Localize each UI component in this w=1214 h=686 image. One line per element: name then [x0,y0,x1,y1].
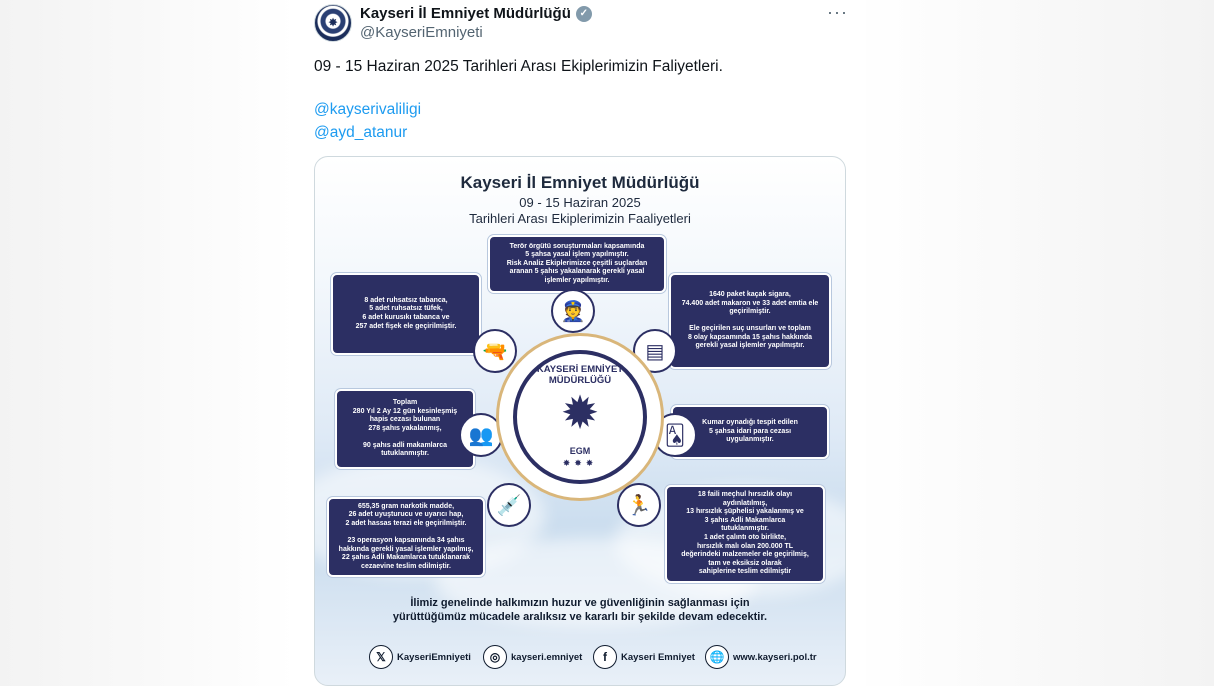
social-facebook [593,645,695,669]
badge-ring-text: KAYSERİ EMNİYET MÜDÜRLÜĞÜ [536,364,624,386]
syringe-drugs-icon: 💉 [487,483,531,527]
social-x-label: KayseriEmniyeti [397,651,471,663]
police-emblem-icon: ✸ [327,15,339,30]
author-handle[interactable]: @KayseriEmniyeti [360,24,483,41]
infographic-subtitle: Tarihleri Arası Ekiplerimizin Faaliyetleri [469,211,691,226]
gambling-card: Kumar oynadığı tespit edilen 5 şahsa idari para cezası uygulanmıştır. [671,405,829,459]
police-badge-inner [513,350,647,484]
instagram-icon: ◎ [483,645,507,669]
tweet-text: 09 - 15 Haziran 2025 Tarihleri Arası Ekiplerimizin Faliyetleri. [314,58,723,75]
terror-card: Terör örgütü soruşturmaları kapsamında 5 şahsa yasal işlem yapılmıştır. Risk Analiz Ekiplerimizce çeşitli suçlardan aranan 5 şahıs yakalanarak gerekli yasal işlemler yapılmıştır. [488,235,666,293]
tweet-card[interactable] [296,0,866,686]
mention-link[interactable]: @kayserivaliligi [314,101,422,118]
left-blurred-area [0,0,296,686]
social-web [705,645,817,669]
smuggling-card: 1640 paket kaçak sigara, 74.400 adet makaron ve 33 adet emtia ele geçirilmiştir. Ele geçirilen suç unsurları ve toplam 8 olay kapsamında 15 şahıs hakkında gerekli yasal işlemler yapılmıştır. [669,273,831,369]
playing-cards-icon: 🂡 [653,413,697,457]
social-instagram [483,645,582,669]
cigarette-pack-icon: ▤ [633,329,677,373]
more-options-icon[interactable]: ··· [827,2,848,22]
counter-terror-officer-icon: 👮 [551,289,595,333]
infographic-date: 09 - 15 Haziran 2025 [519,195,641,210]
narcotics-card: 655,35 gram narkotik madde, 26 adet uyuşturucu ve uyarıcı hap, 2 adet hassas terazi ele geçirilmiştir. 23 operasyon kapsamında 34 şahıs hakkında gerekli yasal işlemler yapılmış, 22 şahıs Adli Makamlarca tutuklanarak cezaevine teslim edilmiştir. [327,497,485,577]
tweet-image[interactable] [314,156,846,686]
pistol-icon: 🔫 [473,329,517,373]
verified-badge-icon: ✓ [576,6,592,22]
footer-message-line1: İlimiz genelinde halkımızın huzur ve güvenliğinin sağlanması için [410,597,750,609]
avatar[interactable] [314,4,352,42]
weapons-card: 8 adet ruhsatsız tabanca, 5 adet ruhsatsız tüfek, 6 adet kurusıkı tabanca ve 257 adet fişek ele geçirilmiştir. [331,273,481,355]
infographic-title: Kayseri İl Emniyet Müdürlüğü [460,173,700,192]
x-icon: 𝕏 [369,645,393,669]
wanted-persons-icon: 👥 [459,413,503,457]
right-blurred-area [854,0,1214,686]
author-name[interactable]: Kayseri İl Emniyet Müdürlüğü [360,5,571,22]
badge-stars-icon: ✸✸✸ [562,458,598,468]
police-star-icon: ✹ [560,386,600,439]
social-instagram-label: kayseri.emniyet [511,651,583,663]
social-web-label: www.kayseri.pol.tr [733,651,817,663]
social-x [369,645,471,669]
author-name-row [360,5,592,22]
theft-card: 18 faili meçhul hırsızlık olayı aydınlatılmış, 13 hırsızlık şüphelisi yakalanmış ve 3 şahıs Adli Makamlarca tutuklanmıştır. 1 adet çalıntı oto birlikte, hırsızlık malı olan 200.000 TL değerindeki malzemeler ele geçirilmiş, tam ve eksiksiz olarak sahiplerine teslim edilmiştir [665,485,825,583]
footer-message-line2: yürüttüğümüz mücadele aralıksız ve kararlı bir şekilde devam edecektir. [392,611,768,623]
mention-link[interactable]: @ayd_atanur [314,124,408,141]
web-icon: 🌐 [705,645,729,669]
thief-running-icon: 🏃 [617,483,661,527]
social-facebook-label: Kayseri Emniyet [621,651,695,663]
facebook-icon: f [593,645,617,669]
badge-abbr: EGM [569,446,591,456]
wanted-card: Toplam 280 Yıl 2 Ay 12 gün kesinleşmiş hapis cezası bulunan 278 şahıs yakalanmış, 90 şahıs adli makamlarca tutuklanmıştır. [335,389,475,469]
police-badge [496,333,664,501]
